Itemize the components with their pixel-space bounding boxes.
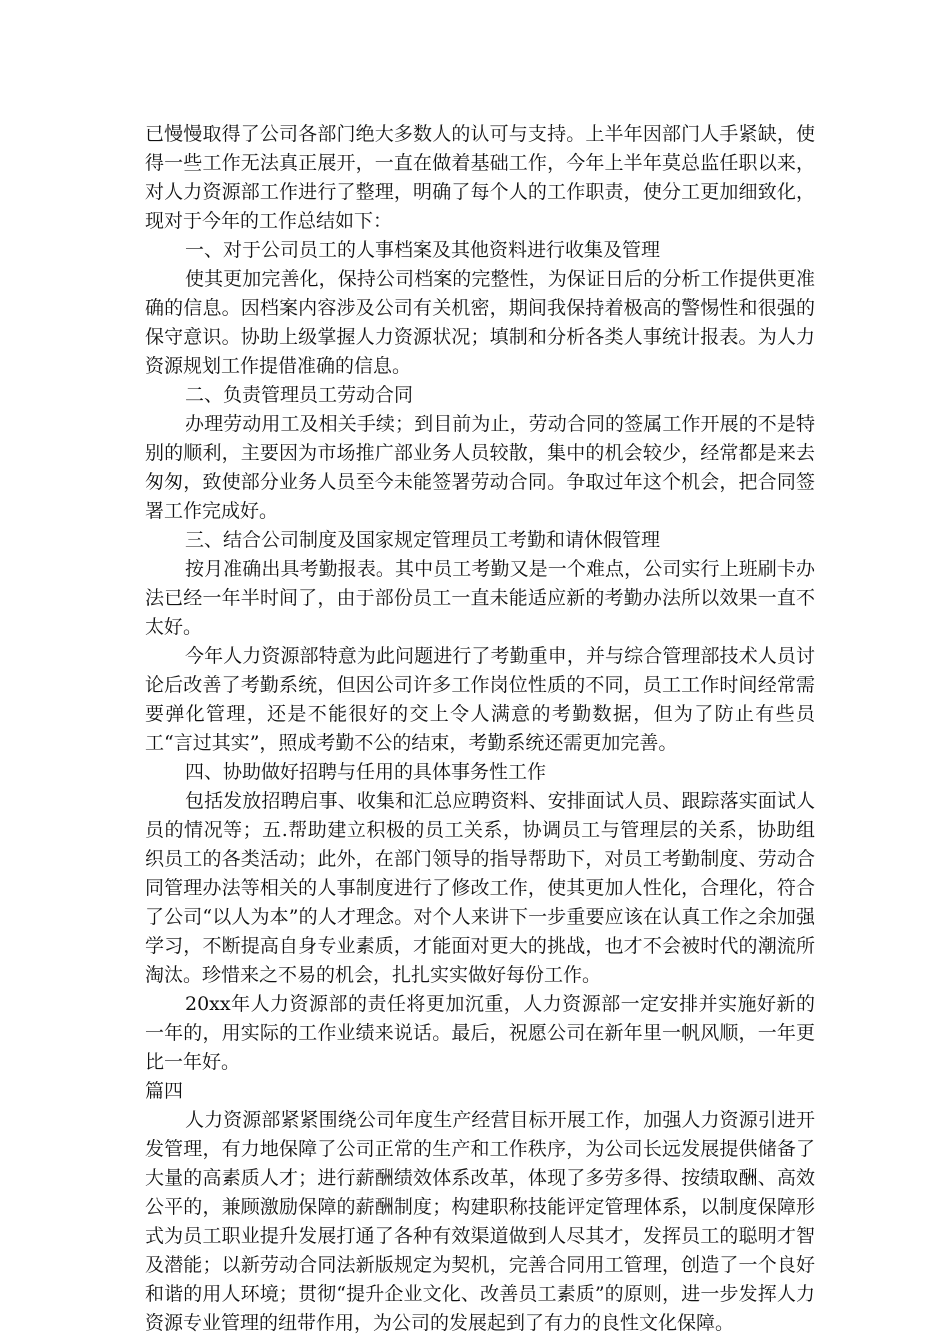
section-paragraph-1: 使其更加完善化，保持公司档案的完整性，为保证日后的分析工作提供更准确的信息。因档案内容涉及公司有关机密，期间我保持着极高的警惕性和很强的保守意识。协助上级掌握人力资源状况；填制和分析各类人事统计报表。为人力资源规划工作提借准确的信息。 [145, 268, 815, 377]
part-four-paragraph: 人力资源部紧紧围绕公司年度生产经营目标开展工作，加强人力资源引进开发管理，有力地保障了公司正常的生产和工作秩序，为公司长远发展提供储备了大量的高素质人才；进行薪酬绩效体系改革，体现了多劳多得、按绩取酬、高效公平的，兼顾激励保障的薪酬制度；构建职称技能评定管理体系，以制度保障形式为员工职业提升发展打通了各种有效渠道做到人尽其才，发挥员工的聪明才智及潜能；以新劳动合同法新版规定为契机，完善合同用工管理，创造了一个良好和谐的用人环境；贯彻“提升企业文化、改善员工素质”的原则，进一步发挥人力资源专业管理的纽带作用，为公司的发展起到了有力的良性文化保障。 [145, 1109, 815, 1334]
intro-paragraph: 已慢慢取得了公司各部门绝大多数人的认可与支持。上半年因部门人手紧缺，使得一些工作无法真正展开，一直在做着基础工作，今年上半年莫总监任职以来，对人力资源部工作进行了整理，明确了每个人的工作职责，使分工更加细致化，现对于今年的工作总结如下： [145, 123, 815, 232]
section-heading-4: 四、协助做好招聘与任用的具体事务性工作 [185, 761, 547, 783]
section-heading-3: 三、结合公司制度及国家规定管理员工考勤和请休假管理 [185, 529, 661, 551]
section-paragraph-3a: 按月准确出具考勤报表。其中员工考勤又是一个难点，公司实行上班刷卡办法已经一年半时间了，由于部份员工一直未能适应新的考勤办法所以效果一直不太好。 [145, 558, 815, 638]
section-heading-2: 二、负责管理员工劳动合同 [185, 384, 414, 406]
closing-paragraph: 20xx年人力资源部的责任将更加沉重，人力资源部一定安排并实施好新的一年的，用实际的工作业绩来说话。最后，祝愿公司在新年里一帆风顺，一年更比一年好。 [145, 993, 815, 1073]
section-heading-1: 一、对于公司员工的人事档案及其他资料进行收集及管理 [185, 239, 661, 261]
document-body [145, 120, 815, 1338]
section-paragraph-3b: 今年人力资源部特意为此问题进行了考勤重申，并与综合管理部技术人员讨论后改善了考勤系统，但因公司许多工作岗位性质的不同，员工工作时间经常需要弹化管理，还是不能很好的交上令人满意的考勤数据，但为了防止有些员工“言过其实”，照成考勤不公的结束，考勤系统还需更加完善。 [145, 645, 815, 754]
section-paragraph-4: 包括发放招聘启事、收集和汇总应聘资料、安排面试人员、跟踪落实面试人员的情况等；五.帮助建立积极的员工关系，协调员工与管理层的关系，协助组织员工的各类活动；此外，在部门领导的指导帮助下，对员工考勤制度、劳动合同管理办法等相关的人事制度进行了修改工作，使其更加人性化，合理化，符合了公司“以人为本”的人才理念。对个人来讲下一步重要应该在认真工作之余加强学习，不断提高自身专业素质，才能面对更大的挑战，也才不会被时代的潮流所淘汰。珍惜来之不易的机会，扎扎实实做好每份工作。 [145, 790, 815, 986]
section-paragraph-2: 办理劳动用工及相关手续；到目前为止，劳动合同的签属工作开展的不是特别的顺利，主要因为市场推广部业务人员较散，集中的机会较少，经常都是来去匆匆，致使部分业务人员至今未能签署劳动合同。争取过年这个机会，把合同签署工作完成好。 [145, 413, 815, 522]
part-label: 篇四 [145, 1080, 184, 1102]
